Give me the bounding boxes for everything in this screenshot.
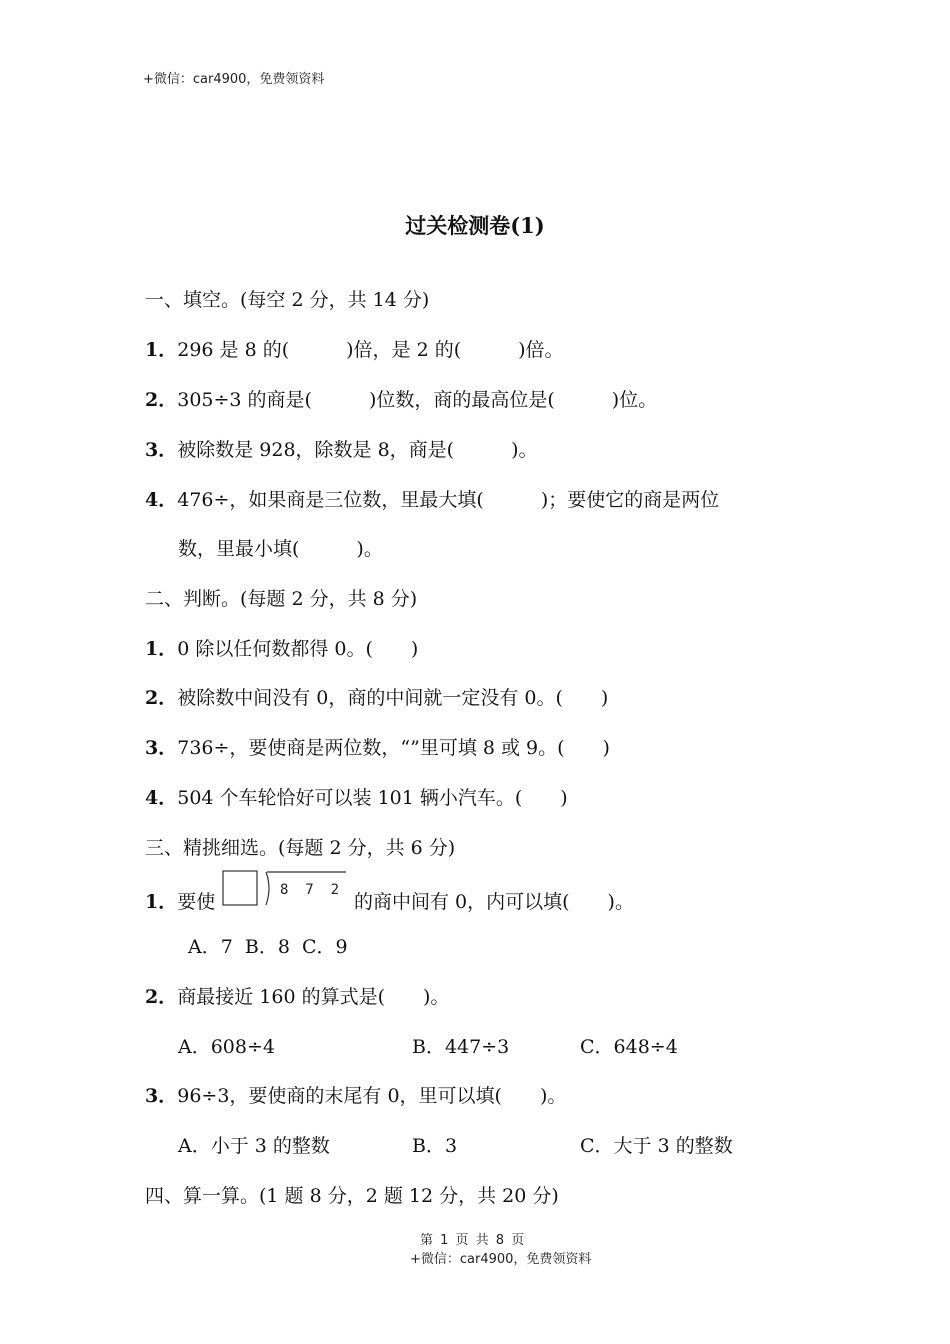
judge-question-2: 2．被除数中间没有 0，商的中间就一定没有 0。( ) — [145, 687, 609, 709]
long-division-drawing — [222, 868, 352, 910]
fill-question-2: 2．305÷3 的商是( )位数，商的最高位是( )位。 — [145, 389, 658, 411]
page-footer: 第 1 页 共 8 页 — [420, 1233, 525, 1248]
choice-question-1-text: 的商中间有 0，内可以填( )。 — [354, 891, 634, 913]
long-division-figure — [222, 868, 352, 910]
divisor-box — [223, 871, 257, 905]
choice-question-3-option-b: B．3 — [412, 1135, 458, 1157]
choice-question-3-option-c: C．大于 3 的整数 — [580, 1135, 733, 1157]
watermark-bottom: +微信：car4900，免费领资料 — [410, 1252, 592, 1267]
section-3-heading: 三、精挑细选。(每题 2 分，共 6 分) — [145, 837, 456, 859]
choice-question-1-options: A．7 B．8 C．9 — [188, 936, 348, 958]
choice-question-2-option-b: B．447÷3 — [412, 1036, 510, 1058]
division-bracket — [266, 872, 269, 905]
section-4-heading: 四、算一算。(1 题 8 分，2 题 12 分，共 20 分) — [145, 1185, 559, 1207]
section-1-heading: 一、填空。(每空 2 分，共 14 分) — [145, 289, 430, 311]
choice-question-3: 3．96÷3，要使商的末尾有 0，里可以填( )。 — [145, 1085, 567, 1107]
choice-question-1: 1．要使 — [145, 891, 216, 913]
judge-question-4: 4．504 个车轮恰好可以装 101 辆小汽车。( ) — [145, 787, 568, 809]
fill-question-4: 4．476÷，如果商是三位数，里最大填( )；要使它的商是两位 — [145, 489, 720, 511]
choice-question-2-option-a: A．608÷4 — [178, 1036, 275, 1058]
fill-question-1: 1．296 是 8 的( )倍，是 2 的( )倍。 — [145, 339, 564, 361]
judge-question-3: 3．736÷，要使商是两位数，“”里可填 8 或 9。( ) — [145, 737, 610, 759]
fill-question-4-continued: 数，里最小填( )。 — [178, 538, 383, 560]
judge-question-1: 1．0 除以任何数都得 0。( ) — [145, 638, 419, 660]
page-title: 过关检测卷(1) — [405, 213, 545, 238]
dividend-digits: 8 7 2 — [280, 882, 340, 898]
fill-question-3: 3．被除数是 928，除数是 8，商是( )。 — [145, 439, 538, 461]
choice-question-2: 2．商最接近 160 的算式是( )。 — [145, 986, 450, 1008]
watermark-top: +微信：car4900，免费领资料 — [143, 72, 325, 87]
section-2-heading: 二、判断。(每题 2 分，共 8 分) — [145, 588, 418, 610]
choice-question-2-option-c: C．648÷4 — [580, 1036, 678, 1058]
choice-question-3-option-a: A．小于 3 的整数 — [178, 1135, 330, 1157]
